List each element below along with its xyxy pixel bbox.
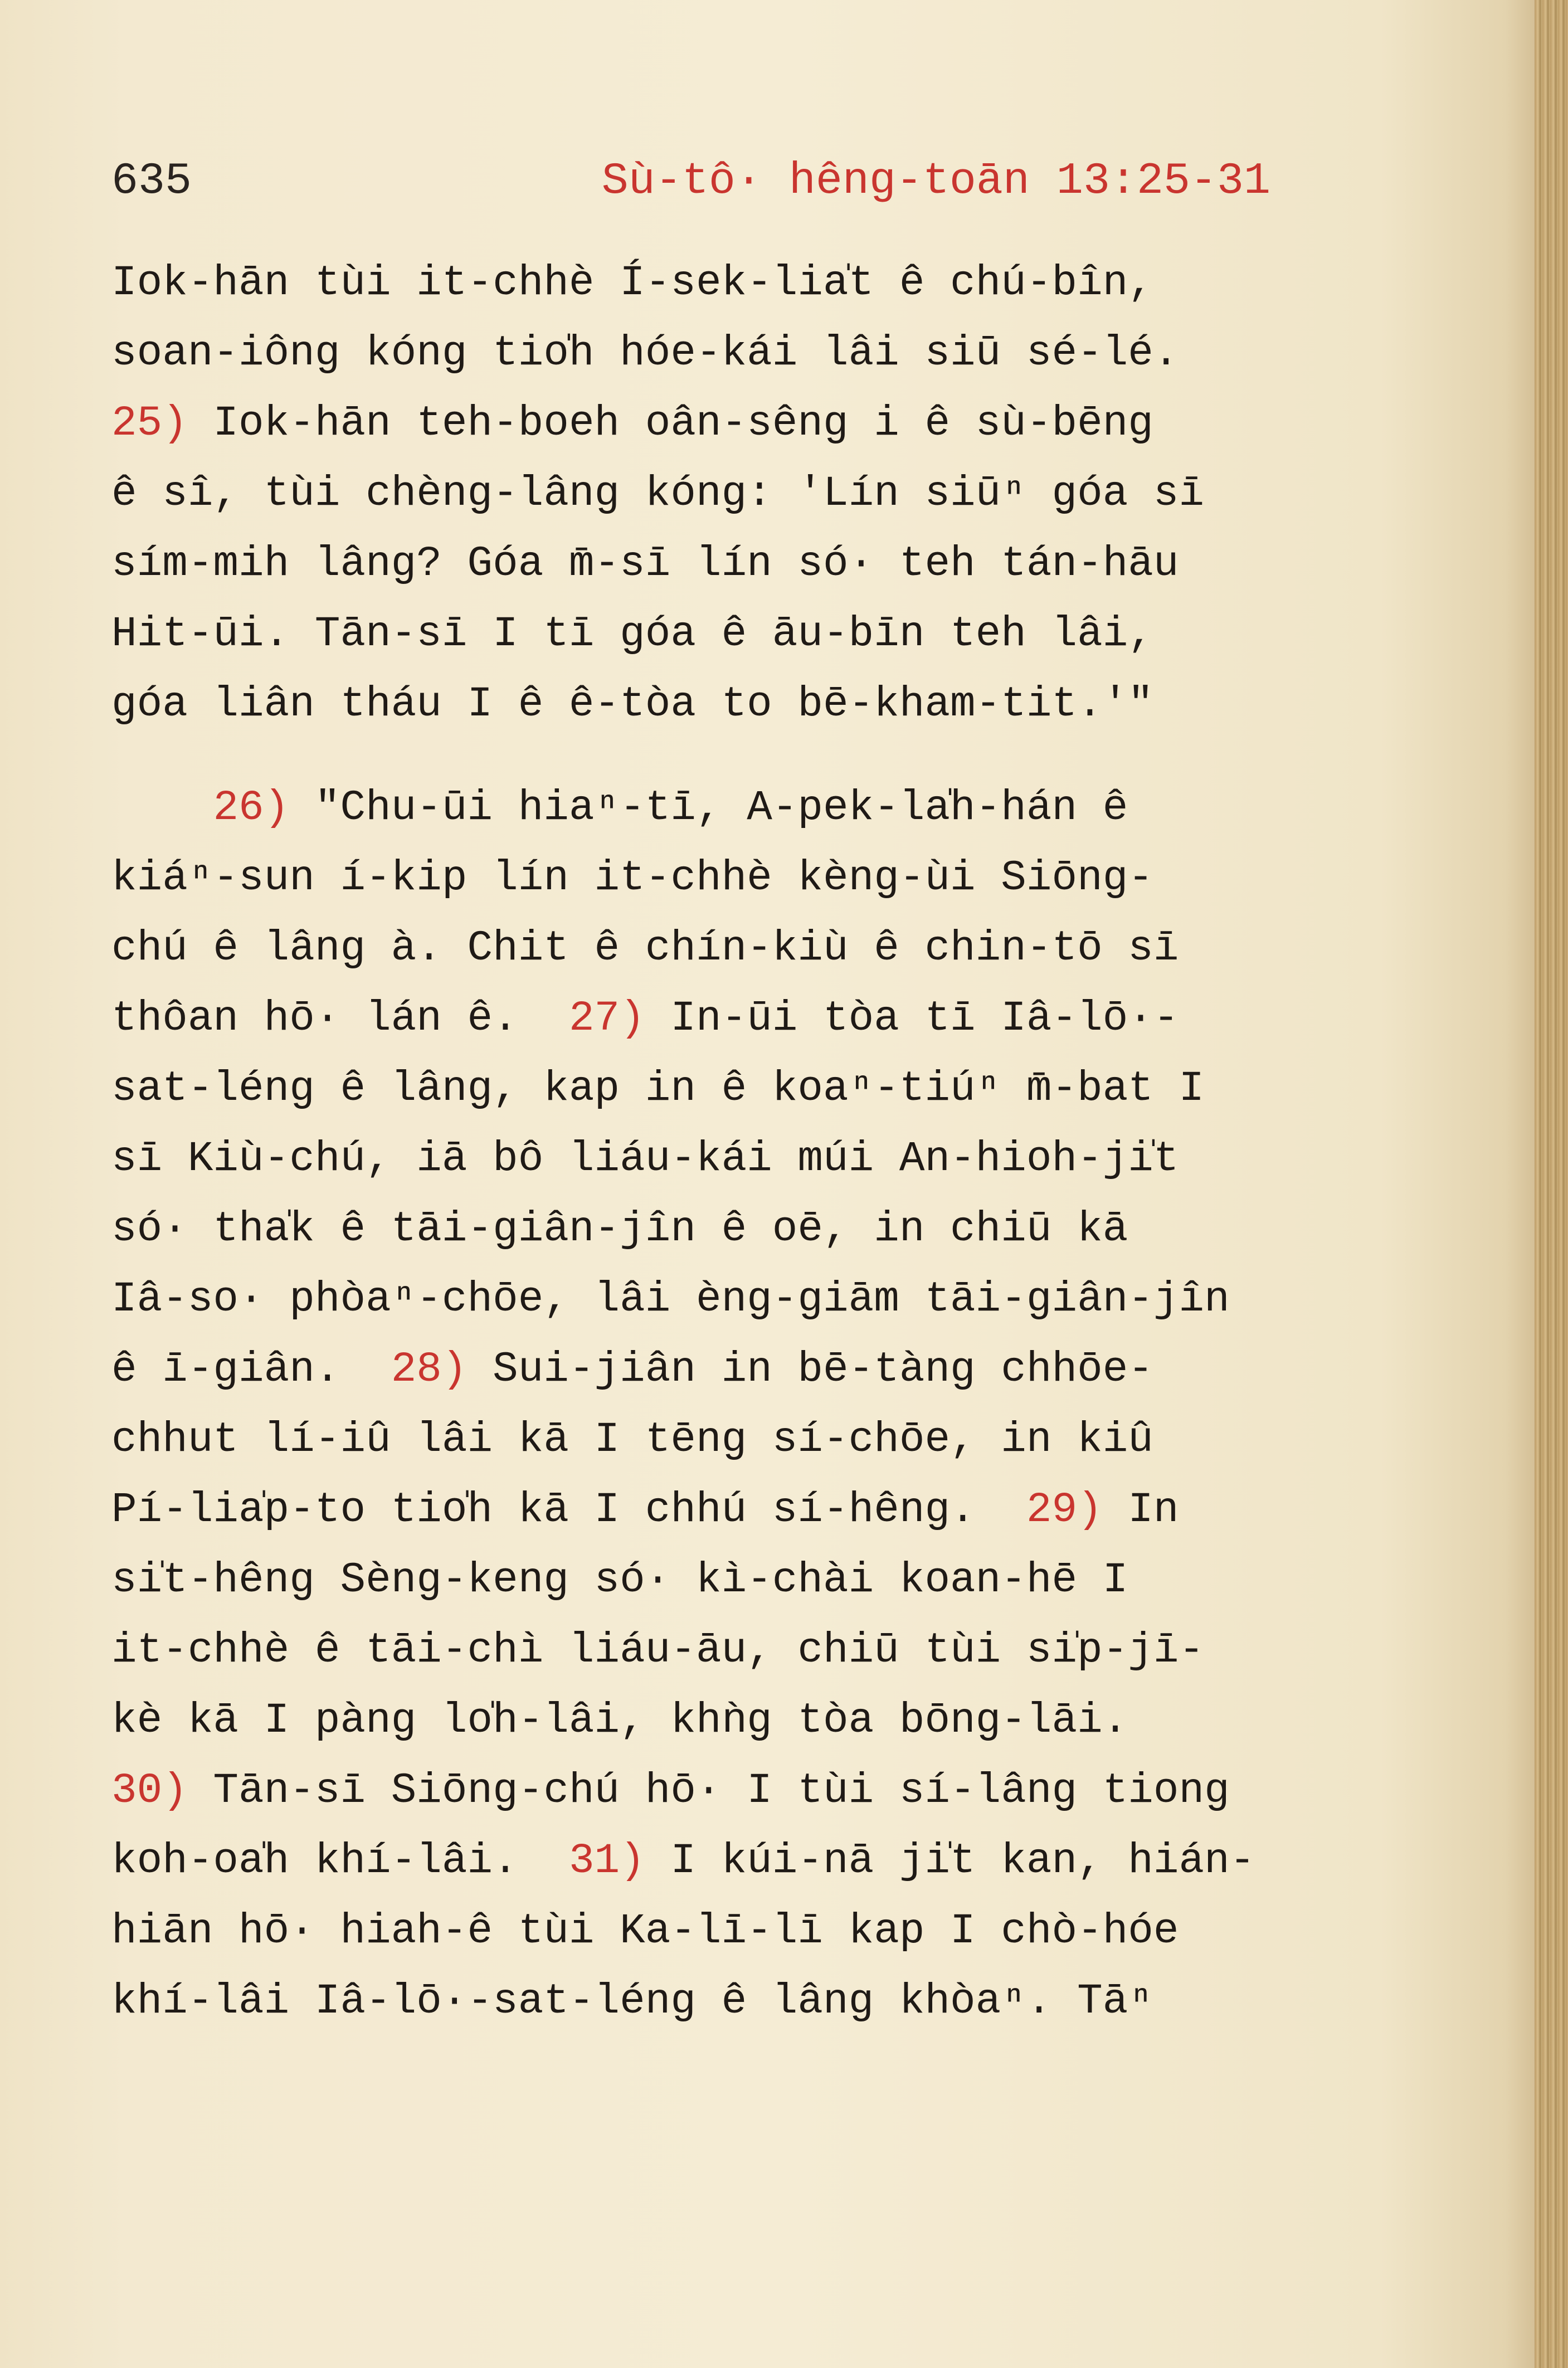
- text-line: [111, 1264, 1382, 1334]
- text-line: [111, 459, 1382, 529]
- text-line: [111, 248, 1382, 318]
- verse-text: Iâ-so· phòaⁿ-chōe, lâi èng-giām tāi-giân-jîn: [111, 1275, 1230, 1323]
- verse-number: 31): [568, 1837, 645, 1885]
- verse-text: In: [1102, 1486, 1179, 1534]
- verse-text: "Chu-ūi hiaⁿ-tī, A-pek-la̍h-hán ê: [289, 784, 1128, 832]
- verse-text: Tān-sī Siōng-chú hō· I tùi sí-lâng tiong: [187, 1767, 1230, 1815]
- verse-text: si̍t-hêng Sèng-keng só· kì-chài koan-hē I: [111, 1556, 1128, 1604]
- verse-text: chhut lí-iû lâi kā I tēng sí-chōe, in kiû: [111, 1416, 1153, 1464]
- scripture-text: [111, 248, 1382, 2036]
- page-header: [111, 156, 1270, 217]
- verse-text: kè kā I pàng lo̍h-lâi, khǹg tòa bōng-lāi.: [111, 1697, 1128, 1745]
- text-line: [111, 599, 1382, 669]
- verse-text: kiáⁿ-sun í-kip lín it-chhè kèng-ùi Siōng-: [111, 854, 1153, 902]
- page-edge: [1535, 0, 1568, 2368]
- verse-text: Hit-ūi. Tān-sī I tī góa ê āu-bīn teh lâi,: [111, 610, 1153, 658]
- verse-number: 30): [111, 1767, 188, 1815]
- text-line: [111, 1334, 1382, 1405]
- paragraph-gap: [111, 739, 1382, 773]
- verse-text: ê sî, tùi chèng-lâng kóng: 'Lín siūⁿ góa sī: [111, 470, 1205, 518]
- verse-text: Pí-lia̍p-to tio̍h kā I chhú sí-hêng.: [111, 1486, 1026, 1534]
- text-line: [111, 1475, 1382, 1545]
- page-number: 635: [111, 156, 192, 207]
- verse-number: 29): [1026, 1486, 1103, 1534]
- text-line: [111, 1826, 1382, 1896]
- verse-text: thôan hō· lán ê.: [111, 995, 569, 1042]
- verse-text: Iok-hān teh-boeh oân-sêng i ê sù-bēng: [187, 399, 1153, 447]
- verse-text: I kúi-nā ji̍t kan, hián-: [645, 1837, 1255, 1885]
- verse-text: soan-iông kóng tio̍h hóe-kái lâi siū sé-lé.: [111, 329, 1179, 377]
- text-line: [111, 1545, 1382, 1615]
- verse-text: sím-mih lâng? Góa m̄-sī lín só· teh tán-hāu: [111, 540, 1179, 588]
- text-line: [111, 913, 1382, 983]
- text-line: [111, 1685, 1382, 1756]
- verse-text: khí-lâi Iâ-lō·-sat-léng ê lâng khòaⁿ. Tāⁿ: [111, 1977, 1153, 2025]
- verse-text: koh-oa̍h khí-lâi.: [111, 1837, 569, 1885]
- verse-text: sī Kiù-chú, iā bô liáu-kái múi An-hioh-ji̍t: [111, 1135, 1179, 1183]
- text-line: [111, 1615, 1382, 1685]
- verse-text: góa liân tháu I ê ê-tòa to bē-kham-tit.'": [111, 680, 1153, 728]
- verse-text: [111, 784, 213, 832]
- paragraph: [111, 248, 1382, 739]
- text-line: [111, 983, 1382, 1054]
- verse-text: In-ūi tòa tī Iâ-lō·-: [645, 995, 1179, 1042]
- verse-text: hiān hō· hiah-ê tùi Ka-lī-lī kap I chò-hóe: [111, 1907, 1179, 1955]
- text-line: [111, 529, 1382, 599]
- text-line: [111, 773, 1382, 843]
- verse-text: Iok-hān tùi it-chhè Í-sek-lia̍t ê chú-bîn,: [111, 259, 1153, 307]
- text-line: [111, 1194, 1382, 1264]
- verse-number: 27): [568, 995, 645, 1042]
- text-line: [111, 388, 1382, 459]
- text-line: [111, 1756, 1382, 1826]
- text-line: [111, 843, 1382, 913]
- text-line: [111, 1896, 1382, 1966]
- text-line: [111, 318, 1382, 388]
- verse-text: chú ê lâng à. Chit ê chín-kiù ê chin-tō sī: [111, 924, 1179, 972]
- verse-number: 25): [111, 399, 188, 447]
- verse-number: 26): [213, 784, 290, 832]
- verse-text: Sui-jiân in bē-tàng chhōe-: [467, 1346, 1153, 1393]
- text-line: [111, 1054, 1382, 1124]
- text-line: [111, 1124, 1382, 1194]
- text-line: [111, 669, 1382, 739]
- verse-text: it-chhè ê tāi-chì liáu-āu, chiū tùi si̍p-jī-: [111, 1626, 1205, 1674]
- text-line: [111, 1405, 1382, 1475]
- verse-number: 28): [391, 1346, 468, 1393]
- text-line: [111, 1966, 1382, 2036]
- verse-text: sat-léng ê lâng, kap in ê koaⁿ-tiúⁿ m̄-bat I: [111, 1065, 1205, 1113]
- running-title: Sù-tô· hêng-toān 13:25-31: [601, 156, 1270, 207]
- verse-text: ê ī-giân.: [111, 1346, 391, 1393]
- paragraph: [111, 773, 1382, 2036]
- verse-text: só· tha̍k ê tāi-giân-jîn ê oē, in chiū kā: [111, 1205, 1128, 1253]
